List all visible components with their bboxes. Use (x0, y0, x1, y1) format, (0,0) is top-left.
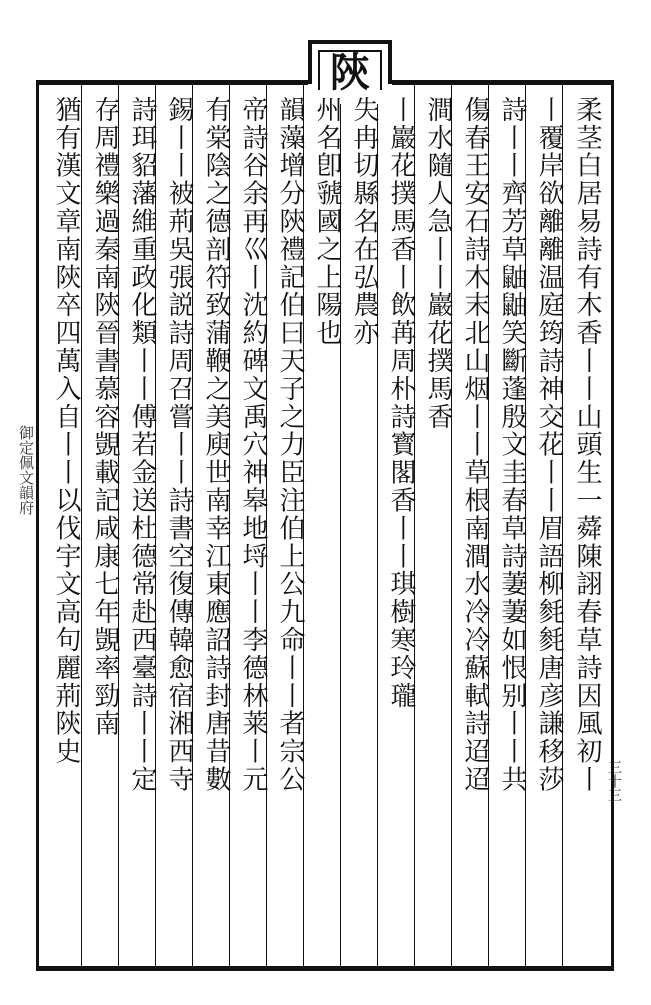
header-tab-character: 陝 (330, 49, 370, 96)
tab-border-right (388, 40, 392, 84)
left-gutter (0, 80, 36, 970)
tab-inner-right (380, 50, 382, 90)
text-column-13: 詩珥貂藩維重政化類丨丨傅若金送杜德常赴西臺詩丨丨定 (127, 96, 157, 794)
page-number: 三十三 (606, 760, 622, 802)
text-column-1: 柔茎白居易詩有木香丨丨山頭生一蕣陳詡春草詩因風初丨 (572, 96, 602, 794)
text-column-14: 存周禮樂過秦南陝晉書慕容覬載記咸康七年覬率勁南 (90, 96, 120, 738)
tab-border-top (308, 40, 392, 44)
text-column-5: 澗水隨人急丨丨巖花撲馬香 (423, 96, 453, 431)
text-column-2: 丨覆岸欲離離温庭筠詩神交花丨丨眉語柳毵毵唐彦謙移莎 (534, 96, 564, 794)
text-column-12: 錫丨丨被荊吳張説詩周召嘗丨丨詩書空復傳韓愈宿湘西寺 (164, 96, 194, 794)
text-column-11: 有棠陰之德剖符致蒲鞭之美庾世南幸江東應詔詩封唐昔數 (201, 96, 231, 794)
text-column-4: 傷春王安石詩木末北山烟丨丨草根南澗水冷冷蘇軾詩迢迢 (460, 96, 490, 794)
text-column-9: 韻藻增分陝禮記伯曰天子之力臣注伯上公九命丨丨者宗公 (275, 96, 305, 794)
frame-left-rule (36, 80, 39, 971)
tab-inner-left (318, 50, 320, 90)
frame-right-rule (611, 80, 614, 971)
gutter-text: 御定佩文韻府 (17, 425, 35, 515)
frame-bottom-rule (36, 966, 614, 971)
tab-border-left (308, 40, 312, 84)
text-column-10: 帝詩谷余再巛丨沈約碑文禹穴神皋地埒丨丨李德林莱丨元 (238, 96, 268, 794)
text-column-7: 失冉切縣名在弘農亦 (349, 96, 379, 348)
text-column-15: 猶有漢文章南陝卒四萬入自丨丨以伐宇文高句麗荊陝史 (51, 96, 81, 766)
text-column-6: 丨巖花撲馬香丨飲苒周朴詩寳閣香丨丨琪樹寒玲瓏 (386, 96, 416, 710)
text-column-3: 詩丨丨齊芳草鼬鼬笑斷蓬殷文圭春草詩萋萋如恨别丨丨共 (497, 96, 527, 794)
text-column-8: 州名卽虢國之上陽也 (312, 96, 342, 348)
